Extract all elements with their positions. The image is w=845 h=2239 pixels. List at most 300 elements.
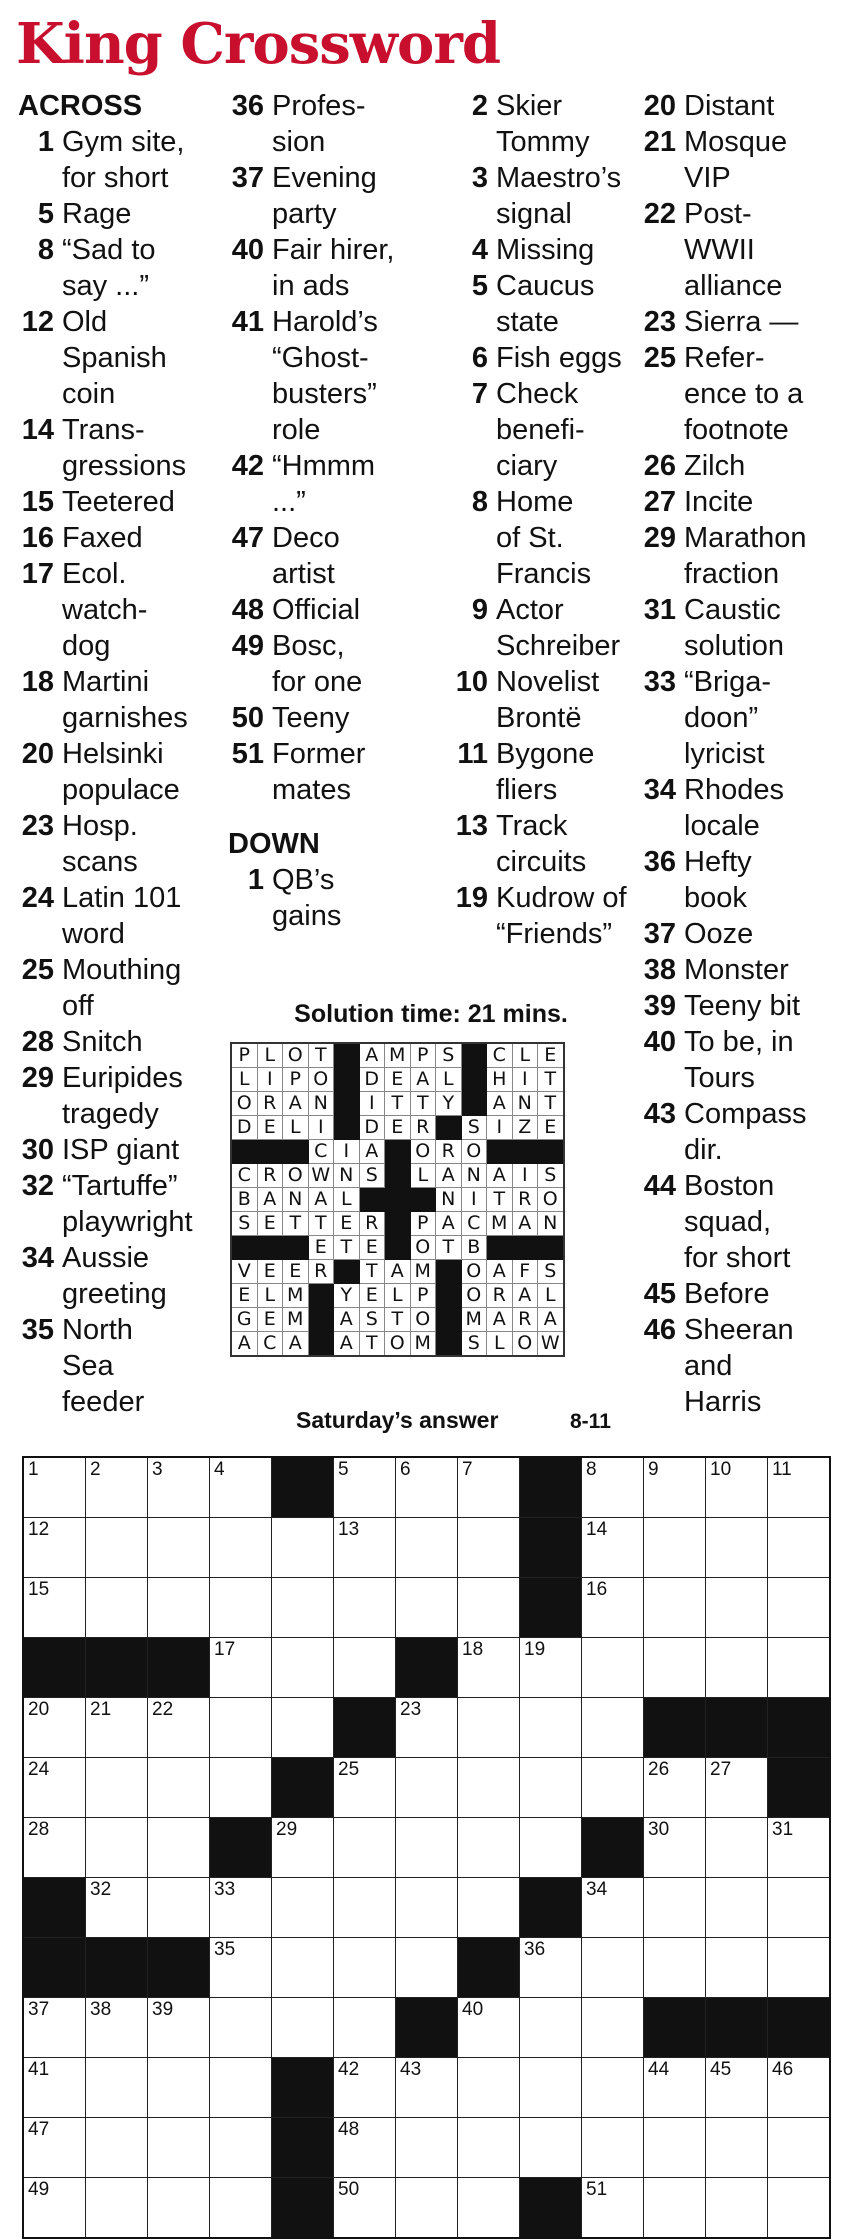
grid-cell[interactable] [582,1698,644,1758]
clue-number: 40 [643,1026,676,1058]
cell-number: 51 [586,2179,608,2200]
clue-text: Faxed [62,522,143,554]
answer-letter: I [512,1164,538,1188]
clue-number: 25 [643,342,676,374]
grid-cell[interactable] [148,2058,210,2118]
cell-number: 24 [28,1759,50,1780]
grid-cell[interactable] [396,2178,458,2239]
answer-letter: B [231,1188,257,1212]
black-square [768,1758,831,1818]
grid-cell[interactable] [272,1878,334,1938]
clue-text: Sheeran and Harris [684,1314,794,1418]
clue-number: 46 [643,1314,676,1346]
grid-cell[interactable] [458,1998,520,2058]
grid-cell[interactable] [768,1878,831,1938]
clue-text: Mouthing off [62,954,182,1022]
clue [18,1168,230,1240]
down-clue-list-continued [452,88,638,952]
grid-cell[interactable] [644,1758,706,1818]
grid-cell[interactable] [148,1758,210,1818]
grid-cell[interactable] [768,1638,831,1698]
clue-number: 29 [643,522,676,554]
grid-cell[interactable] [148,1878,210,1938]
cell-number: 21 [90,1699,112,1720]
clue [452,808,638,880]
black-square [23,1938,86,1998]
grid-cell[interactable] [520,1998,582,2058]
grid-cell[interactable] [396,1698,458,1758]
black-square [461,1068,487,1092]
grid-cell[interactable] [706,2118,768,2178]
clue-text: Martini garnishes [62,666,188,734]
answer-letter: A [487,1308,513,1332]
grid-cell[interactable] [334,1998,396,2058]
previous-answer-grid [230,1042,565,1357]
grid-cell[interactable] [458,1698,520,1758]
black-square [86,1938,148,1998]
answer-letter: A [436,1212,462,1236]
answer-letter: T [359,1332,385,1357]
clue [640,1276,840,1312]
grid-cell[interactable] [148,1698,210,1758]
clue-number: 7 [471,378,488,410]
black-square [359,1188,385,1212]
grid-cell[interactable] [458,1878,520,1938]
grid-cell[interactable] [520,2118,582,2178]
grid-cell[interactable] [148,1578,210,1638]
grid-cell[interactable] [768,2178,831,2239]
cell-number: 37 [28,1999,50,2020]
grid-cell[interactable] [458,1638,520,1698]
clue-number: 17 [21,558,54,590]
cell-number: 40 [462,1999,484,2020]
answer-letter: V [231,1260,257,1284]
clue [640,1096,840,1168]
grid-cell[interactable] [272,1518,334,1578]
clue [18,1132,230,1168]
answer-letter: T [538,1068,564,1092]
clue-text: Kudrow of “Friends” [496,882,627,950]
answer-letter: I [334,1140,360,1164]
clue-text: Marathon fraction [684,522,807,590]
grid-cell[interactable] [706,1457,768,1518]
grid-cell[interactable] [706,1638,768,1698]
grid-cell[interactable] [23,1998,86,2058]
answer-letter: R [359,1212,385,1236]
cell-number: 30 [648,1819,670,1840]
grid-cell[interactable] [86,1457,148,1518]
answer-letter: L [538,1284,564,1308]
clue-text: Helsinki populace [62,738,180,806]
answer-letter: E [334,1212,360,1236]
grid-cell[interactable] [644,1818,706,1878]
black-square [487,1140,513,1164]
grid-cell[interactable] [582,1518,644,1578]
grid-cell[interactable] [396,2118,458,2178]
cell-number: 7 [462,1459,473,1480]
clue [228,736,450,808]
clue-number: 24 [21,882,54,914]
grid-cell[interactable] [644,1878,706,1938]
grid-cell[interactable] [768,1578,831,1638]
grid-cell[interactable] [210,1638,272,1698]
grid-cell[interactable] [210,1938,272,1998]
cell-number: 36 [524,1939,546,1960]
answer-letter: M [385,1043,411,1068]
answer-letter: B [461,1236,487,1260]
clue [18,412,230,484]
clue-text: “Tartuffe” playwright [62,1170,193,1238]
clue [18,484,230,520]
clue-number: 8 [37,234,54,266]
across-clue-list [18,124,230,1420]
answer-letter: T [308,1043,334,1068]
grid-cell[interactable] [520,1818,582,1878]
cell-number: 3 [152,1459,163,1480]
clue [452,268,638,340]
clue-text: Profes- sion [272,90,366,158]
grid-cell[interactable] [272,1638,334,1698]
grid-cell[interactable] [148,2118,210,2178]
grid-cell[interactable] [334,1758,396,1818]
grid-cell[interactable] [768,1938,831,1998]
cell-number: 47 [28,2119,50,2140]
grid-cell[interactable] [23,2178,86,2239]
black-square [512,1140,538,1164]
clue-text: Former mates [272,738,366,806]
grid-cell[interactable] [768,1457,831,1518]
answer-letter: N [461,1164,487,1188]
grid-cell[interactable] [644,2058,706,2118]
black-square [706,1998,768,2058]
grid-cell[interactable] [458,1457,520,1518]
grid-cell[interactable] [520,1938,582,1998]
grid-cell[interactable] [520,1758,582,1818]
black-square [520,1457,582,1518]
clue-number: 39 [643,990,676,1022]
grid-cell[interactable] [23,1818,86,1878]
answer-letter: O [461,1284,487,1308]
grid-cell[interactable] [706,1938,768,1998]
grid-cell[interactable] [334,2058,396,2118]
answer-letter: I [359,1092,385,1116]
grid-cell[interactable] [272,1818,334,1878]
grid-cell[interactable] [23,1578,86,1638]
answer-letter: L [410,1164,436,1188]
grid-cell[interactable] [458,1818,520,1878]
grid-cell[interactable] [458,2118,520,2178]
grid-cell[interactable] [458,1518,520,1578]
grid-cell[interactable] [396,1938,458,1998]
answer-letter: E [308,1236,334,1260]
grid-cell[interactable] [148,1457,210,1518]
grid-cell[interactable] [334,1638,396,1698]
clue [18,736,230,808]
cell-number: 22 [152,1699,174,1720]
grid-cell[interactable] [458,2058,520,2118]
clue-number: 36 [231,90,264,122]
grid-cell[interactable] [582,1457,644,1518]
grid-cell[interactable] [458,1578,520,1638]
grid-cell[interactable] [86,2058,148,2118]
clue-number: 16 [21,522,54,554]
cell-number: 34 [586,1879,608,1900]
black-square [86,1638,148,1698]
cell-number: 26 [648,1759,670,1780]
grid-cell[interactable] [396,2058,458,2118]
clue-text: Teetered [62,486,175,518]
answer-letter: E [257,1260,283,1284]
cell-number: 19 [524,1639,546,1660]
grid-cell[interactable] [396,1878,458,1938]
grid-cell[interactable] [86,1818,148,1878]
clue-number: 42 [231,450,264,482]
grid-cell[interactable] [768,1818,831,1878]
grid-cell[interactable] [210,1578,272,1638]
grid-cell[interactable] [520,2058,582,2118]
grid-cell[interactable] [644,1578,706,1638]
grid-cell[interactable] [334,1518,396,1578]
grid-cell[interactable] [210,2058,272,2118]
grid-cell[interactable] [458,2178,520,2239]
grid-cell[interactable] [706,2058,768,2118]
cell-number: 44 [648,2059,670,2080]
clue-number: 30 [21,1134,54,1166]
black-square [231,1236,257,1260]
grid-cell[interactable] [458,1758,520,1818]
grid-cell[interactable] [768,1518,831,1578]
grid-cell[interactable] [582,1998,644,2058]
grid-cell[interactable] [706,2178,768,2239]
grid-cell[interactable] [644,1518,706,1578]
grid-cell[interactable] [334,1457,396,1518]
black-square [231,1140,257,1164]
answer-letter: R [436,1140,462,1164]
answer-letter: N [308,1092,334,1116]
grid-cell[interactable] [582,2178,644,2239]
grid-cell[interactable] [210,1698,272,1758]
black-square [385,1140,411,1164]
grid-cell[interactable] [272,1998,334,2058]
grid-cell[interactable] [86,1698,148,1758]
grid-cell[interactable] [582,2118,644,2178]
clue [640,304,840,340]
grid-cell[interactable] [334,2178,396,2239]
answer-letter: A [334,1332,360,1357]
black-square [334,1260,360,1284]
grid-cell[interactable] [706,1878,768,1938]
crossword-grid[interactable] [22,1456,831,2239]
grid-cell[interactable] [148,1518,210,1578]
grid-cell[interactable] [86,1518,148,1578]
black-square [436,1284,462,1308]
grid-cell[interactable] [582,1878,644,1938]
clue [640,772,840,844]
clue-text: QB’s gains [272,864,342,932]
clue [640,1024,840,1096]
cell-number: 6 [400,1459,411,1480]
answer-letter: H [487,1068,513,1092]
grid-cell[interactable] [210,1998,272,2058]
clue-number: 21 [643,126,676,158]
grid-cell[interactable] [644,2178,706,2239]
grid-cell[interactable] [86,1578,148,1638]
clue-number: 50 [231,702,264,734]
grid-cell[interactable] [23,1758,86,1818]
clue-text: Snitch [62,1026,143,1058]
clue-text: ISP giant [62,1134,180,1166]
grid-cell[interactable] [706,1518,768,1578]
clue [18,1240,230,1312]
answer-letter: W [538,1332,564,1357]
grid-cell[interactable] [272,1578,334,1638]
clue-text: “Briga- doon” lyricist [684,666,772,770]
grid-cell[interactable] [706,1758,768,1818]
cell-number: 11 [772,1459,792,1480]
grid-cell[interactable] [148,2178,210,2239]
clue-number: 37 [643,918,676,950]
answer-letter: O [410,1140,436,1164]
answer-letter: S [538,1164,564,1188]
black-square [768,1998,831,2058]
clue-text: Rhodes locale [684,774,784,842]
grid-cell[interactable] [23,1518,86,1578]
grid-cell[interactable] [396,1578,458,1638]
grid-cell[interactable] [334,1938,396,1998]
grid-cell[interactable] [334,2118,396,2178]
answer-letter: R [410,1116,436,1140]
grid-cell[interactable] [86,1758,148,1818]
answer-letter: A [385,1260,411,1284]
cell-number: 8 [586,1459,597,1480]
grid-cell[interactable] [520,1698,582,1758]
grid-cell[interactable] [23,2118,86,2178]
grid-cell[interactable] [272,1938,334,1998]
clue-text: Rage [62,198,132,230]
answer-letter: A [512,1212,538,1236]
answer-letter: R [512,1188,538,1212]
cell-number: 45 [710,2059,732,2080]
clue-number: 49 [231,630,264,662]
grid-cell[interactable] [706,1578,768,1638]
grid-cell[interactable] [148,1818,210,1878]
clue-text: Track circuits [496,810,587,878]
answer-letter: E [385,1068,411,1092]
clue-text: Ooze [684,918,754,950]
clue-number: 1 [37,126,54,158]
grid-cell[interactable] [396,1457,458,1518]
answer-letter: O [385,1332,411,1357]
grid-cell[interactable] [334,1818,396,1878]
clue-number: 6 [471,342,488,374]
grid-cell[interactable] [396,1758,458,1818]
grid-cell[interactable] [86,2178,148,2239]
answer-letter: A [436,1164,462,1188]
grid-cell[interactable] [23,1457,86,1518]
grid-cell[interactable] [582,2058,644,2118]
grid-cell[interactable] [582,1758,644,1818]
grid-cell[interactable] [768,2118,831,2178]
black-square [436,1116,462,1140]
answer-letter: E [538,1116,564,1140]
answer-letter: N [283,1188,309,1212]
grid-cell[interactable] [582,1938,644,1998]
grid-cell[interactable] [644,1638,706,1698]
answer-letter: S [231,1212,257,1236]
grid-cell[interactable] [272,1698,334,1758]
black-square [436,1260,462,1284]
grid-cell[interactable] [768,2058,831,2118]
grid-cell[interactable] [86,2118,148,2178]
grid-cell[interactable] [86,1998,148,2058]
answer-letter: E [231,1284,257,1308]
grid-cell[interactable] [706,1818,768,1878]
grid-cell[interactable] [396,1818,458,1878]
clue-text: Official [272,594,361,626]
black-square [396,1638,458,1698]
clue [640,916,840,952]
grid-cell[interactable] [210,1878,272,1938]
cell-number: 31 [772,1819,794,1840]
grid-cell[interactable] [644,2118,706,2178]
grid-cell[interactable] [210,1518,272,1578]
clue-number: 45 [643,1278,676,1310]
answer-letter: O [410,1236,436,1260]
grid-cell[interactable] [210,2178,272,2239]
answer-letter: A [283,1332,309,1357]
clue [228,520,450,592]
black-square [538,1140,564,1164]
black-square [257,1236,283,1260]
answer-letter: L [334,1188,360,1212]
answer-letter: L [257,1284,283,1308]
grid-cell[interactable] [210,1758,272,1818]
clue-text: Deco artist [272,522,340,590]
grid-cell[interactable] [644,1457,706,1518]
clue-text: “Sad to say ...” [62,234,156,302]
clue [228,448,450,520]
grid-cell[interactable] [582,1638,644,1698]
grid-cell[interactable] [520,1638,582,1698]
answer-letter: O [308,1068,334,1092]
grid-cell[interactable] [210,1457,272,1518]
grid-cell[interactable] [23,1698,86,1758]
grid-cell[interactable] [582,1578,644,1638]
answer-letter: L [283,1116,309,1140]
answer-letter: T [538,1092,564,1116]
black-square [272,2058,334,2118]
black-square [257,1140,283,1164]
answer-letter: P [410,1043,436,1068]
grid-cell[interactable] [334,1878,396,1938]
clue-number: 29 [21,1062,54,1094]
grid-cell[interactable] [148,1998,210,2058]
grid-cell[interactable] [86,1878,148,1938]
answer-letter: E [257,1116,283,1140]
answer-letter: M [283,1284,309,1308]
answer-letter: T [410,1092,436,1116]
cell-number: 41 [28,2059,50,2080]
grid-cell[interactable] [210,2118,272,2178]
grid-cell[interactable] [334,1578,396,1638]
grid-cell[interactable] [396,1518,458,1578]
clue [452,592,638,664]
clue-number: 4 [471,234,488,266]
answer-letter: S [359,1164,385,1188]
grid-cell[interactable] [644,1938,706,1998]
grid-cell[interactable] [23,2058,86,2118]
black-square [148,1938,210,1998]
